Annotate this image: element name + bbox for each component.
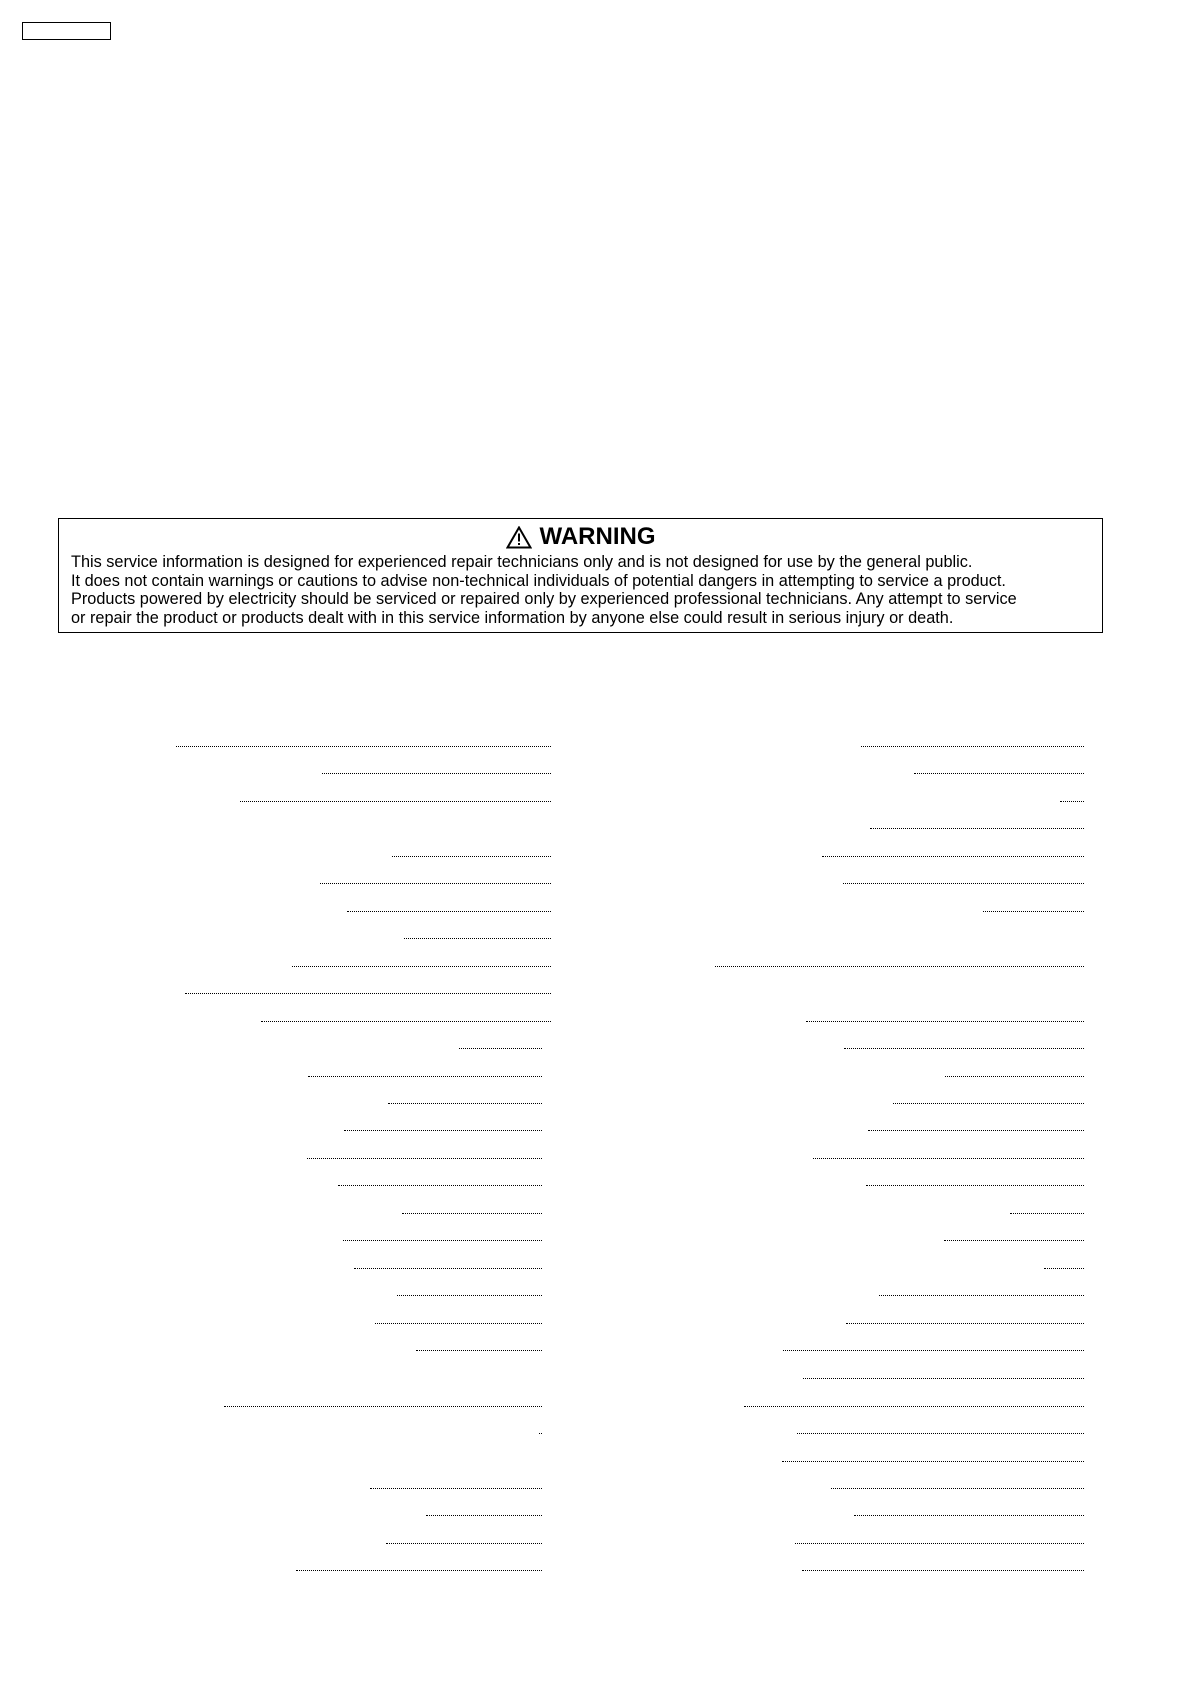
toc-leader-right (846, 1323, 1084, 1324)
toc-leader-left (404, 938, 551, 939)
toc-leader-left (308, 1076, 542, 1077)
warning-line: This service information is designed for experienced repair technicians only and is not designed for use by the general public. (71, 553, 973, 571)
toc-leader-right (797, 1433, 1084, 1434)
toc-leader-left (402, 1213, 542, 1214)
toc-leader-right (870, 828, 1084, 829)
toc-leader-right (983, 911, 1084, 912)
toc-leader-right (866, 1185, 1084, 1186)
toc-leader-right (868, 1130, 1084, 1131)
toc-leader-right (1060, 801, 1084, 802)
toc-leader-left (240, 801, 551, 802)
toc-leader-right (893, 1103, 1084, 1104)
toc-leader-right (715, 966, 1084, 967)
toc-leader-right (879, 1295, 1084, 1296)
toc-leader-left (539, 1433, 542, 1434)
toc-leader-right (806, 1021, 1084, 1022)
toc-leader-left (307, 1158, 542, 1159)
warning-line: or repair the product or products dealt with in this service information by anyone else could result in serious injury or death. (71, 608, 954, 627)
toc-leader-left (370, 1488, 542, 1489)
toc-leader-left (386, 1543, 542, 1544)
warning-title (71, 523, 1090, 551)
toc-leader-right (782, 1461, 1084, 1462)
toc-leader-left (296, 1570, 542, 1571)
toc-leader-left (343, 1240, 542, 1241)
toc-leader-left (320, 883, 551, 884)
warning-triangle-icon (506, 526, 532, 549)
toc-leader-right (813, 1158, 1084, 1159)
toc-leader-left (292, 966, 551, 967)
model-number-box (22, 22, 111, 40)
warning-title-text: WARNING (539, 523, 656, 550)
toc-leader-left (375, 1323, 542, 1324)
toc-leader-left (459, 1048, 542, 1049)
toc-leader-left (261, 1021, 551, 1022)
warning-line: Products powered by electricity should be serviced or repaired only by experienced professional technicians. Any attempt to service (71, 590, 1017, 608)
toc-leader-right (744, 1406, 1084, 1407)
toc-leader-right (822, 856, 1084, 857)
toc-leader-right (944, 1240, 1084, 1241)
warning-box (58, 518, 1103, 633)
toc-leader-left (392, 856, 551, 857)
toc-leader-left (354, 1268, 542, 1269)
warning-line: It does not contain warnings or cautions to advise non-technical individuals of potential dangers in attempting to service a product. (71, 571, 1006, 590)
toc-leader-left (338, 1185, 542, 1186)
toc-leader-left (397, 1295, 542, 1296)
toc-leader-right (831, 1488, 1084, 1489)
toc-leader-right (803, 1378, 1084, 1379)
toc-leader-right (844, 1048, 1084, 1049)
toc-leader-right (914, 773, 1084, 774)
toc-leader-left (185, 993, 551, 994)
toc-leader-left (176, 746, 551, 747)
toc-leader-right (861, 746, 1084, 747)
toc-leader-right (783, 1350, 1084, 1351)
toc-leader-left (322, 773, 551, 774)
toc-leader-right (843, 883, 1084, 884)
toc-leader-left (344, 1130, 542, 1131)
toc-leader-left (426, 1515, 542, 1516)
toc-leader-right (802, 1570, 1084, 1571)
toc-leader-right (945, 1076, 1084, 1077)
toc-leader-right (1044, 1268, 1084, 1269)
toc-leader-right (854, 1515, 1084, 1516)
toc-leader-left (416, 1350, 542, 1351)
toc-leader-left (347, 911, 551, 912)
toc-leader-right (1010, 1213, 1084, 1214)
toc-leader-left (388, 1103, 542, 1104)
toc-leader-right (795, 1543, 1084, 1544)
toc-leader-left (224, 1406, 542, 1407)
